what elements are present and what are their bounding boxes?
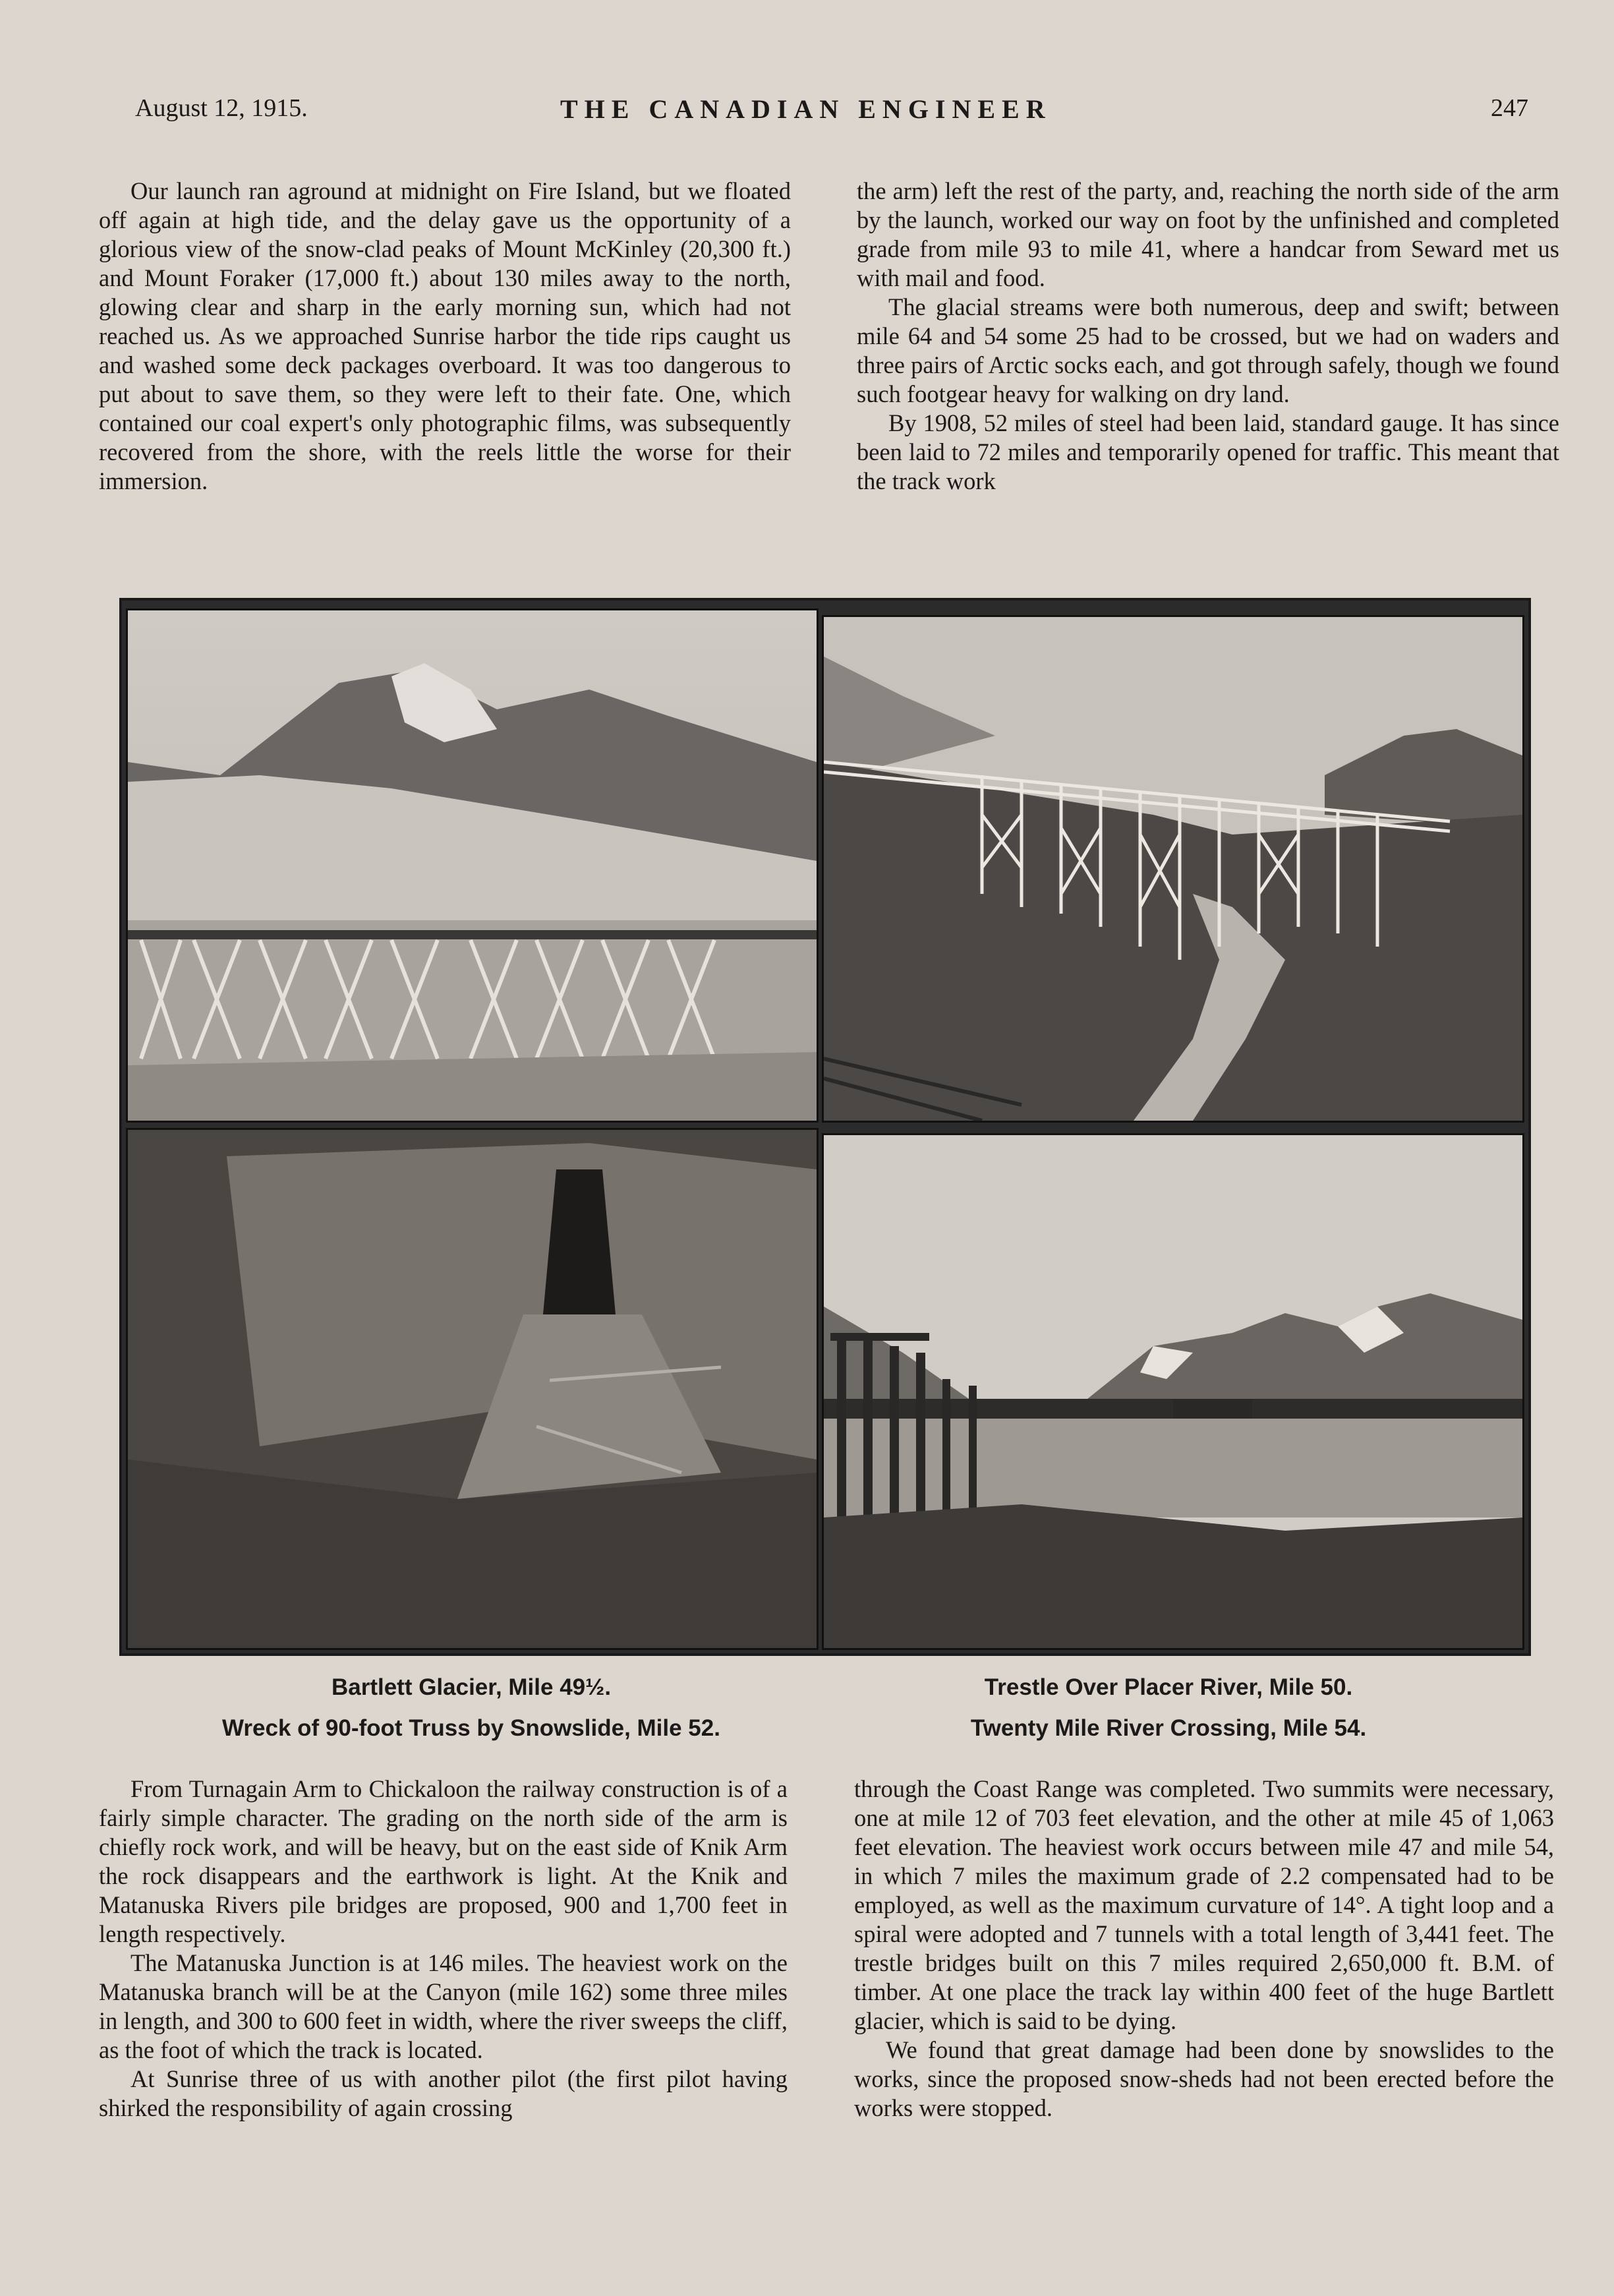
paragraph: From Turnagain Arm to Chickaloon the railway construction is of a fairly simple character. The grading on the north side of the arm is chiefly rock work, and will be heavy, but on the east side of Knik Arm the rock disappears and the earthwork is light. At the Knik and Matanuska Rivers pile bridges are proposed, 900 and 1,700 feet in length respectively. (99, 1775, 788, 1947)
photo-grid (119, 598, 1531, 1656)
column-top-left (99, 177, 791, 496)
caption-bartlett-glacier: Bartlett Glacier, Mile 49½. (331, 1674, 612, 1700)
caption-twenty-mile-river: Twenty Mile River Crossing, Mile 54. (970, 1715, 1367, 1741)
paragraph: By 1908, 52 miles of steel had been laid, standard gauge. It has since been laid to 72 miles and temporarily opened for traffic. This meant that the track work (857, 409, 1559, 494)
photo-bartlett-glacier (126, 608, 819, 1123)
paragraph: At Sunrise three of us with another pilot (the first pilot having shirked the responsibility of again crossing (99, 2065, 788, 2121)
paragraph: Our launch ran aground at midnight on Fire Island, but we floated off again at high tide, and the delay gave us the opportunity of a glorious view of the snow-clad peaks of Mount McKinley (20,300 ft.) and Mount Foraker (17,000 ft.) about 130 miles away to the north, glowing clear and sharp in the early morning sun, which had not reached us. As we approached Sunrise harbor the tide rips caught us and washed some deck packages overboard. It was too dangerous to put about to save them, so they were left to their fate. One, which contained our coal expert's only photographic films, was subsequently recovered from the shore, with the reels little the worse for their immersion. (99, 177, 791, 494)
caption-trestle-placer-river: Trestle Over Placer River, Mile 50. (984, 1674, 1353, 1700)
paragraph: through the Coast Range was completed. Two summits were necessary, one at mile 12 of 703 feet elevation, and the other at mile 45 of 1,063 feet elevation. The heaviest work occurs between mile 47 and mile 54, in which 7 miles the maximum grade of 2.2 compensated had to be employed, as well as the maximum curvature of 14°. A tight loop and a spiral were adopted and 7 tunnels with a total length of 3,441 feet. The trestle bridges built on this 7 miles required 2,650,000 ft. B.M. of timber. At one place the track lay within 400 feet of the huge Bartlett glacier, which is said to be dying. (854, 1775, 1554, 2034)
paragraph: We found that great damage had been done by snowslides to the works, since the proposed snow-sheds had not been erected before the works were stopped. (854, 2036, 1554, 2121)
photo-twenty-mile-river (822, 1133, 1524, 1650)
paragraph: The Matanuska Junction is at 146 miles. The heaviest work on the Matanuska branch will be at the Canyon (mile 162) some three miles in length, and 300 to 600 feet in width, where the river sweeps the cliff, as the foot of which the track is located. (99, 1949, 788, 2063)
caption-truss-wreck: Wreck of 90-foot Truss by Snowslide, Mile 52. (222, 1715, 720, 1741)
paragraph: the arm) left the rest of the party, and, reaching the north side of the arm by the launch, worked our way on foot by the unfinished and completed grade from mile 93 to mile 41, where a handcar from Seward met us with mail and food. (857, 177, 1559, 291)
page-header (0, 94, 1614, 133)
column-bottom-left (99, 1775, 788, 2123)
column-top-right (857, 177, 1559, 496)
column-bottom-right (854, 1775, 1554, 2123)
photo-trestle-placer-river (822, 615, 1524, 1123)
photo-truss-wreck (126, 1128, 819, 1650)
paragraph: The glacial streams were both numerous, deep and swift; between mile 64 and 54 some 25 had to be crossed, but we had on waders and three pairs of Arctic socks each, and got through safely, though we found such footgear heavy for walking on dry land. (857, 293, 1559, 407)
publication-title: THE CANADIAN ENGINEER (560, 94, 1052, 124)
issue-date: August 12, 1915. (135, 94, 308, 122)
page-number: 247 (1491, 94, 1528, 122)
